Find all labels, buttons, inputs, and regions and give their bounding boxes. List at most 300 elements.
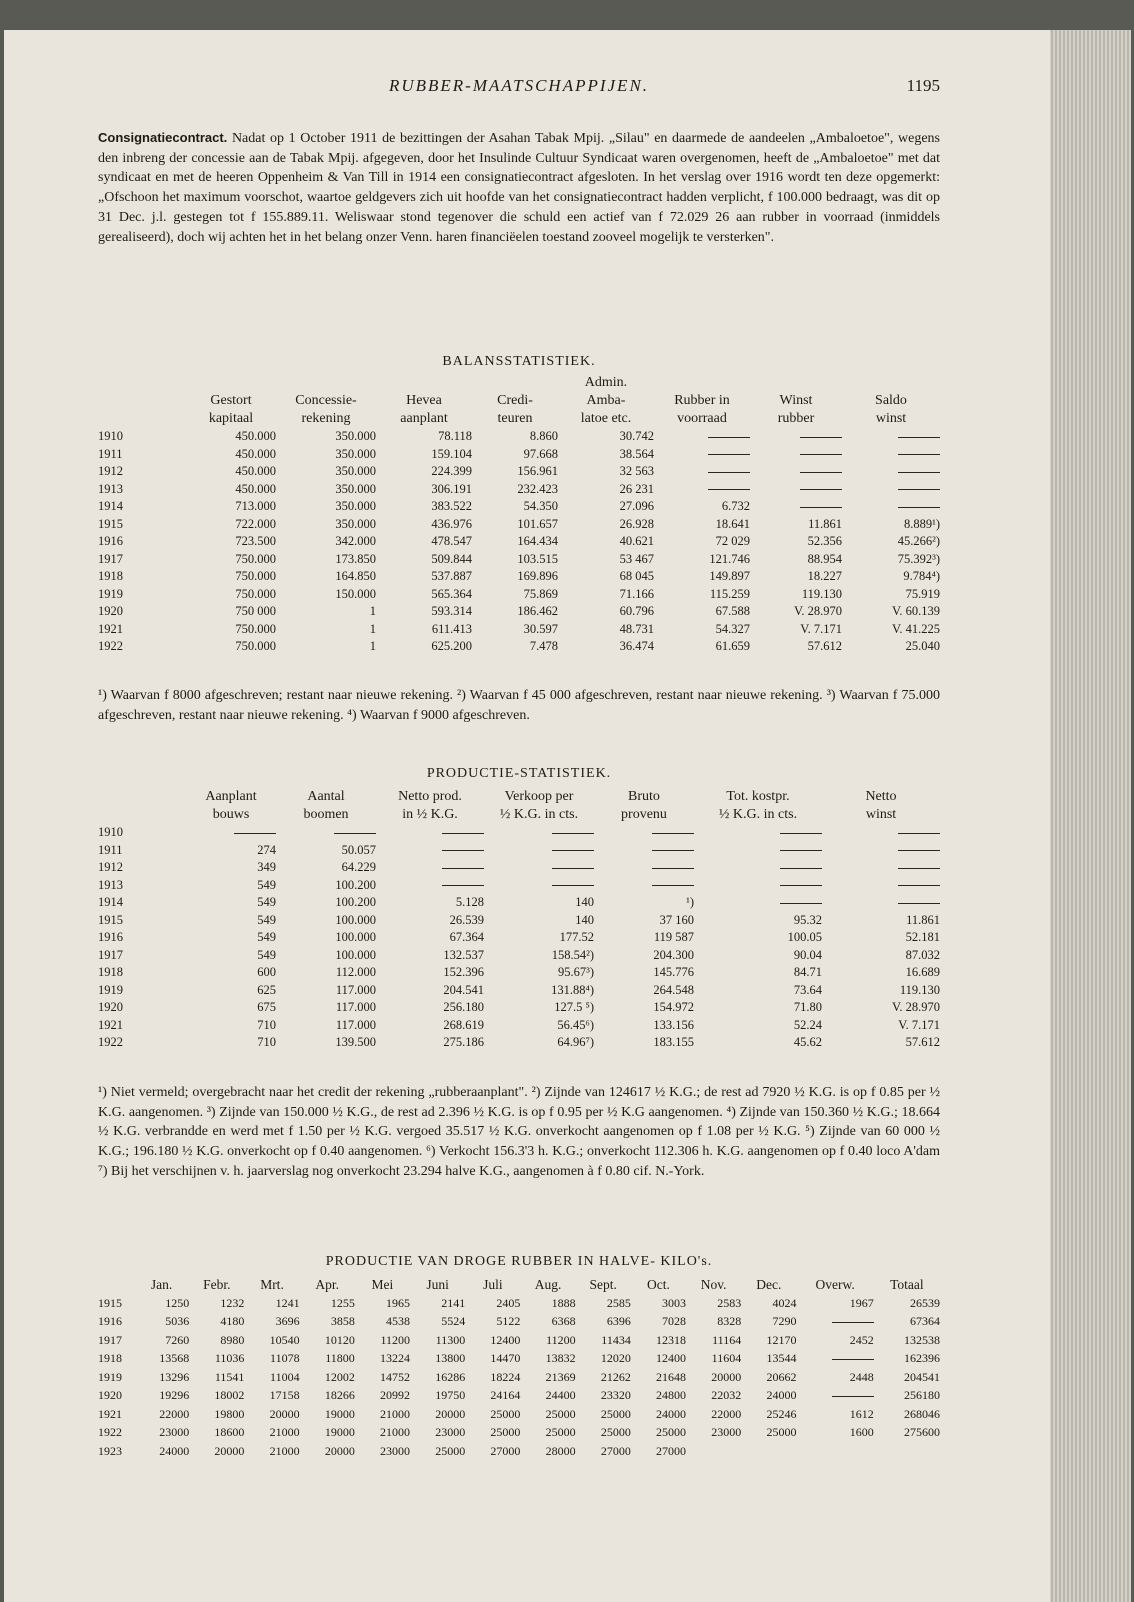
dash-cell <box>694 877 822 895</box>
header-cell: Netto <box>865 789 897 804</box>
value-cell: 26 231 <box>619 481 654 496</box>
value-cell: 18600 <box>214 1425 245 1440</box>
dash-cell <box>796 1313 873 1332</box>
value-cell: 232.423 <box>517 481 558 496</box>
header-cell: Verkoop per <box>504 789 574 804</box>
intro-lead: Consignatiecontract. <box>98 130 228 145</box>
header-cell: Saldo <box>875 393 907 408</box>
value-cell: 224.399 <box>431 464 472 479</box>
value-cell: 509.844 <box>431 551 472 566</box>
table-row <box>98 947 940 965</box>
year-cell: 1915 <box>98 1295 122 1310</box>
table-row <box>98 1424 940 1443</box>
value-cell: 24400 <box>545 1388 576 1403</box>
table-row <box>98 859 940 877</box>
value-cell: 350.000 <box>335 481 376 496</box>
year-cell: 1915 <box>98 516 123 531</box>
year-cell: 1911 <box>98 842 123 857</box>
dash-cell <box>376 877 484 895</box>
value-cell: 1 <box>369 639 376 654</box>
header-cell: Rubber in <box>674 393 730 408</box>
dash-line <box>652 885 694 886</box>
table-row <box>98 1331 940 1350</box>
header-cell: Sept. <box>589 1277 617 1292</box>
value-cell: 6.732 <box>721 499 750 514</box>
dash-line <box>898 454 940 455</box>
header-cell: Overw. <box>815 1277 855 1292</box>
header-cell: Winst <box>779 393 813 408</box>
table-row <box>98 1405 940 1424</box>
year-cell: 1917 <box>98 947 123 962</box>
value-cell: 169.896 <box>517 569 558 584</box>
header-cell: Tot. kostpr. <box>726 789 790 804</box>
dash-line <box>442 885 484 886</box>
value-cell: 10540 <box>269 1332 300 1347</box>
dash-line <box>780 903 822 904</box>
value-cell: 565.364 <box>431 586 472 601</box>
value-cell: 256.180 <box>443 1000 484 1015</box>
value-cell: 23000 <box>159 1425 190 1440</box>
value-cell: 19000 <box>324 1406 355 1421</box>
value-cell: 350.000 <box>335 446 376 461</box>
value-cell: V. 7.171 <box>898 1017 940 1032</box>
value-cell: 549 <box>257 912 276 927</box>
value-cell: 71.166 <box>619 586 654 601</box>
table-row <box>98 1350 940 1369</box>
value-cell: 14752 <box>380 1369 411 1384</box>
value-cell <box>874 1442 940 1461</box>
value-cell: 103.515 <box>517 551 558 566</box>
running-title: RUBBER-MAATSCHAPPIJEN. <box>388 76 650 95</box>
value-cell: 2405 <box>496 1295 521 1310</box>
dash-line <box>898 903 940 904</box>
dash-line <box>552 833 594 834</box>
value-cell: 21648 <box>656 1369 687 1384</box>
year-cell: 1910 <box>98 429 123 444</box>
dash-cell <box>484 842 594 860</box>
dash-cell <box>822 877 940 895</box>
value-cell: 84.71 <box>793 965 822 980</box>
dash-cell <box>842 498 940 516</box>
value-cell: 204541 <box>904 1369 940 1384</box>
value-cell: 1255 <box>330 1295 355 1310</box>
value-cell: V. 28.970 <box>891 1000 940 1015</box>
value-cell: 713.000 <box>235 499 276 514</box>
header-row <box>98 806 940 824</box>
value-cell: 25.040 <box>905 639 940 654</box>
value-cell: 28000 <box>545 1443 576 1458</box>
header-cell <box>98 806 186 824</box>
value-cell: 158.54²) <box>551 947 594 962</box>
dash-cell <box>796 1387 873 1406</box>
dash-line <box>708 437 750 438</box>
value-cell: 117.000 <box>335 1000 376 1015</box>
dash-line <box>652 833 694 834</box>
value-cell: 127.5 ⁵) <box>554 1000 594 1015</box>
year-cell: 1910 <box>98 825 123 840</box>
value-cell: 675 <box>257 1000 276 1015</box>
value-cell: 24000 <box>656 1406 687 1421</box>
value-cell: 436.976 <box>431 516 472 531</box>
value-cell: 12318 <box>656 1332 687 1347</box>
value-cell: 50.057 <box>341 842 376 857</box>
value-cell: V. 28.970 <box>793 604 842 619</box>
balans-footnote: ¹) Waarvan f 8000 afgeschreven; restant naar nieuwe rekening. ²) Waarvan f 45 000 afgeschreven, restant naar nieuwe rekening. ³) Waarvan f 75.000 afgeschreven, restant naar nieuwe rekening. ⁴) Waarvan f 9000 afgeschreven. <box>98 688 940 723</box>
value-cell: 11200 <box>380 1332 411 1347</box>
value-cell: 100.200 <box>335 895 376 910</box>
value-cell: 27000 <box>656 1443 687 1458</box>
value-cell: 52.24 <box>793 1017 822 1032</box>
dash-line <box>800 454 842 455</box>
dash-cell <box>484 877 594 895</box>
value-cell: 90.04 <box>793 947 822 962</box>
value-cell: 56.45⁶) <box>557 1017 594 1032</box>
value-cell: 45.62 <box>793 1035 822 1050</box>
value-cell: 350.000 <box>335 464 376 479</box>
year-cell: 1919 <box>98 586 123 601</box>
value-cell: 4538 <box>386 1314 411 1329</box>
dash-line <box>800 437 842 438</box>
value-cell: 22000 <box>711 1406 742 1421</box>
value-cell: 37 160 <box>659 912 694 927</box>
header-cell: ½ K.G. in cts. <box>718 807 798 822</box>
year-cell: 1914 <box>98 499 123 514</box>
value-cell: 3696 <box>275 1314 300 1329</box>
dash-line <box>898 868 940 869</box>
header-cell: Amba- <box>586 393 626 408</box>
value-cell <box>686 1442 741 1461</box>
value-cell: 450.000 <box>235 446 276 461</box>
value-cell: 549 <box>257 947 276 962</box>
value-cell: 11.861 <box>906 912 940 927</box>
table-row <box>98 446 940 464</box>
value-cell: 21000 <box>380 1425 411 1440</box>
value-cell: 204.300 <box>653 947 694 962</box>
value-cell: V. 7.171 <box>800 621 842 636</box>
value-cell: 1250 <box>165 1295 190 1310</box>
value-cell: 72 029 <box>715 534 750 549</box>
value-cell: 13544 <box>766 1351 797 1366</box>
value-cell: 95.32 <box>793 912 822 927</box>
year-cell: 1917 <box>98 1332 122 1347</box>
value-cell: 1 <box>369 621 376 636</box>
value-cell: 723.500 <box>235 534 276 549</box>
dash-line <box>898 472 940 473</box>
value-cell: 19750 <box>435 1388 466 1403</box>
header-cell: aanplant <box>400 411 448 426</box>
year-cell: 1911 <box>98 446 123 461</box>
table-row <box>98 999 940 1017</box>
value-cell: 750 000 <box>235 604 276 619</box>
value-cell: 140 <box>575 912 594 927</box>
value-cell: 139.500 <box>335 1035 376 1050</box>
value-cell: 54.350 <box>523 499 558 514</box>
header-cell: Dec. <box>756 1277 782 1292</box>
dash-line <box>780 833 822 834</box>
value-cell: 38.564 <box>619 446 654 461</box>
year-cell: 1922 <box>98 1425 122 1440</box>
year-cell: 1912 <box>98 464 123 479</box>
value-cell: 95.67³) <box>557 965 594 980</box>
year-cell: 1923 <box>98 1443 122 1458</box>
year-cell: 1916 <box>98 534 123 549</box>
value-cell: 13568 <box>159 1351 190 1366</box>
productie-title: PRODUCTIE-STATISTIEK. <box>426 766 612 781</box>
value-cell: 11541 <box>214 1369 245 1384</box>
value-cell: 8.860 <box>529 429 558 444</box>
dash-line <box>800 489 842 490</box>
header-cell <box>98 1276 134 1294</box>
dash-cell <box>594 842 694 860</box>
value-cell: 21000 <box>269 1425 300 1440</box>
year-cell: 1921 <box>98 1406 122 1421</box>
header-cell <box>98 410 186 428</box>
header-cell: Mei <box>371 1277 394 1292</box>
value-cell: 100.05 <box>787 930 822 945</box>
value-cell: 64.96⁷) <box>557 1035 594 1050</box>
table-row <box>98 481 940 499</box>
value-cell: 20992 <box>380 1388 411 1403</box>
value-cell: 625.200 <box>431 639 472 654</box>
value-cell: 173.850 <box>335 551 376 566</box>
value-cell: 8.889¹) <box>903 516 940 531</box>
value-cell: 11164 <box>712 1332 742 1347</box>
value-cell: 78.118 <box>438 429 472 444</box>
value-cell: 117.000 <box>335 1017 376 1032</box>
value-cell: 204.541 <box>443 982 484 997</box>
dash-line <box>234 833 276 834</box>
dash-line <box>708 489 750 490</box>
header-row <box>98 1276 940 1294</box>
value-cell: 1612 <box>849 1406 874 1421</box>
value-cell: 549 <box>257 895 276 910</box>
dash-cell <box>594 824 694 842</box>
value-cell: 268046 <box>904 1406 940 1421</box>
value-cell: 19000 <box>324 1425 355 1440</box>
value-cell: 30.597 <box>523 621 558 636</box>
value-cell: 12020 <box>600 1351 631 1366</box>
dash-cell <box>750 428 842 446</box>
value-cell: 11036 <box>214 1351 245 1366</box>
table-row <box>98 516 940 534</box>
value-cell: 383.522 <box>431 499 472 514</box>
value-cell: 12170 <box>766 1332 797 1347</box>
value-cell: 25000 <box>656 1425 687 1440</box>
value-cell: 20662 <box>766 1369 797 1384</box>
dash-cell <box>750 446 842 464</box>
header-cell <box>98 374 186 392</box>
value-cell: 25000 <box>600 1425 631 1440</box>
value-cell: 133.156 <box>653 1017 694 1032</box>
header-cell: Apr. <box>315 1277 340 1292</box>
dash-line <box>652 850 694 851</box>
dash-line <box>442 868 484 869</box>
year-cell: 1922 <box>98 639 123 654</box>
header-cell <box>276 374 376 392</box>
value-cell: 23000 <box>380 1443 411 1458</box>
header-cell <box>472 374 558 392</box>
dash-cell <box>750 463 842 481</box>
year-cell: 1916 <box>98 1314 122 1329</box>
header-cell <box>842 374 940 392</box>
dash-cell <box>694 824 822 842</box>
header-cell: boomen <box>303 807 349 822</box>
value-cell: 87.032 <box>905 947 940 962</box>
value-cell: 25000 <box>545 1425 576 1440</box>
value-cell: 12002 <box>324 1369 355 1384</box>
value-cell: 100.000 <box>335 947 376 962</box>
year-cell: 1920 <box>98 1000 123 1015</box>
header-cell: Admin. <box>584 375 628 390</box>
value-cell: 73.64 <box>793 982 822 997</box>
year-cell: 1919 <box>98 1369 122 1384</box>
dash-cell <box>594 859 694 877</box>
header-row <box>98 788 940 806</box>
value-cell: 26.539 <box>449 912 484 927</box>
dash-line <box>898 885 940 886</box>
value-cell: 593.314 <box>431 604 472 619</box>
header-cell: Netto prod. <box>398 789 462 804</box>
value-cell: 117.000 <box>335 982 376 997</box>
dash-cell <box>842 428 940 446</box>
value-cell: 13224 <box>380 1351 411 1366</box>
table-row <box>98 1387 940 1406</box>
header-cell: Bruto <box>628 789 660 804</box>
header-cell: bouws <box>212 807 250 822</box>
value-cell: 722.000 <box>235 516 276 531</box>
year-cell: 1920 <box>98 604 123 619</box>
dash-line <box>442 833 484 834</box>
value-cell: 7.478 <box>529 639 558 654</box>
dash-cell <box>694 859 822 877</box>
table-row <box>98 463 940 481</box>
dash-cell <box>654 428 750 446</box>
value-cell: 24164 <box>490 1388 521 1403</box>
dash-cell <box>376 859 484 877</box>
value-cell: 25000 <box>766 1425 797 1440</box>
value-cell: 478.547 <box>431 534 472 549</box>
value-cell: 450.000 <box>235 429 276 444</box>
value-cell: 119.130 <box>899 982 940 997</box>
value-cell: 18224 <box>490 1369 521 1384</box>
dash-cell <box>376 824 484 842</box>
header-cell <box>98 392 186 410</box>
year-cell: 1917 <box>98 551 123 566</box>
value-cell: 20000 <box>214 1443 245 1458</box>
header-cell <box>750 374 842 392</box>
value-cell: 710 <box>257 1017 276 1032</box>
header-cell: provenu <box>621 807 667 822</box>
year-cell: 1918 <box>98 1351 122 1366</box>
dash-cell <box>842 463 940 481</box>
value-cell: 349 <box>257 860 276 875</box>
value-cell: 9.784⁴) <box>903 569 940 584</box>
value-cell: 264.548 <box>653 982 694 997</box>
value-cell: 25000 <box>600 1406 631 1421</box>
value-cell: 156.961 <box>517 464 558 479</box>
value-cell: 8328 <box>717 1314 742 1329</box>
dash-cell <box>276 824 376 842</box>
value-cell: 67.364 <box>449 930 484 945</box>
value-cell: 67364 <box>910 1314 940 1329</box>
year-cell: 1916 <box>98 930 123 945</box>
value-cell: 101.657 <box>517 516 558 531</box>
value-cell: 16286 <box>435 1369 466 1384</box>
value-cell: 162396 <box>904 1351 940 1366</box>
value-cell: 2585 <box>606 1295 631 1310</box>
value-cell: 12400 <box>656 1351 687 1366</box>
value-cell: 611.413 <box>431 621 472 636</box>
table-row <box>98 428 940 446</box>
value-cell: 48.731 <box>619 621 654 636</box>
value-cell: 112.000 <box>335 965 376 980</box>
value-cell: 19800 <box>214 1406 245 1421</box>
table-row <box>98 1034 940 1052</box>
value-cell: 23000 <box>711 1425 742 1440</box>
value-cell: 268.619 <box>443 1017 484 1032</box>
year-cell: 1921 <box>98 621 123 636</box>
dash-cell <box>796 1350 873 1369</box>
table-row <box>98 586 940 604</box>
year-cell: 1918 <box>98 569 123 584</box>
header-cell: Hevea <box>406 393 442 408</box>
year-cell: 1915 <box>98 912 123 927</box>
value-cell: 24000 <box>766 1388 797 1403</box>
value-cell: 19296 <box>159 1388 190 1403</box>
table-row <box>98 568 940 586</box>
year-cell: 1914 <box>98 895 123 910</box>
header-cell: Concessie- <box>295 393 357 408</box>
value-cell: 2452 <box>849 1332 874 1347</box>
value-cell: 132.537 <box>443 947 484 962</box>
dash-cell <box>750 481 842 499</box>
value-cell: 23000 <box>435 1425 466 1440</box>
header-cell: in ½ K.G. <box>402 807 458 822</box>
table-row <box>98 533 940 551</box>
dash-cell <box>822 824 940 842</box>
dash-cell <box>186 824 276 842</box>
table-row <box>98 929 940 947</box>
value-cell: 7260 <box>165 1332 190 1347</box>
value-cell: 119 587 <box>653 930 694 945</box>
value-cell: 26.928 <box>619 516 654 531</box>
value-cell: 3858 <box>330 1314 355 1329</box>
value-cell: 88.954 <box>807 551 842 566</box>
header-row <box>98 410 940 428</box>
value-cell: 1888 <box>551 1295 576 1310</box>
value-cell: 140 <box>575 895 594 910</box>
header-row <box>98 374 940 392</box>
value-cell: 27000 <box>600 1443 631 1458</box>
value-cell: 13832 <box>545 1351 576 1366</box>
header-cell: winst <box>875 411 907 426</box>
dash-line <box>898 489 940 490</box>
header-cell: winst <box>865 807 897 822</box>
header-cell: teuren <box>497 411 533 426</box>
value-cell: 25000 <box>490 1406 521 1421</box>
value-cell <box>741 1442 796 1461</box>
dash-cell <box>822 842 940 860</box>
productie-table <box>98 788 940 1052</box>
value-cell: 149.897 <box>709 569 750 584</box>
value-cell: 164.434 <box>517 534 558 549</box>
droge-table <box>98 1276 940 1461</box>
value-cell: 710 <box>257 1035 276 1050</box>
header-cell: rekening <box>301 411 351 426</box>
year-cell: 1918 <box>98 965 123 980</box>
value-cell: 21369 <box>545 1369 576 1384</box>
dash-cell <box>842 481 940 499</box>
